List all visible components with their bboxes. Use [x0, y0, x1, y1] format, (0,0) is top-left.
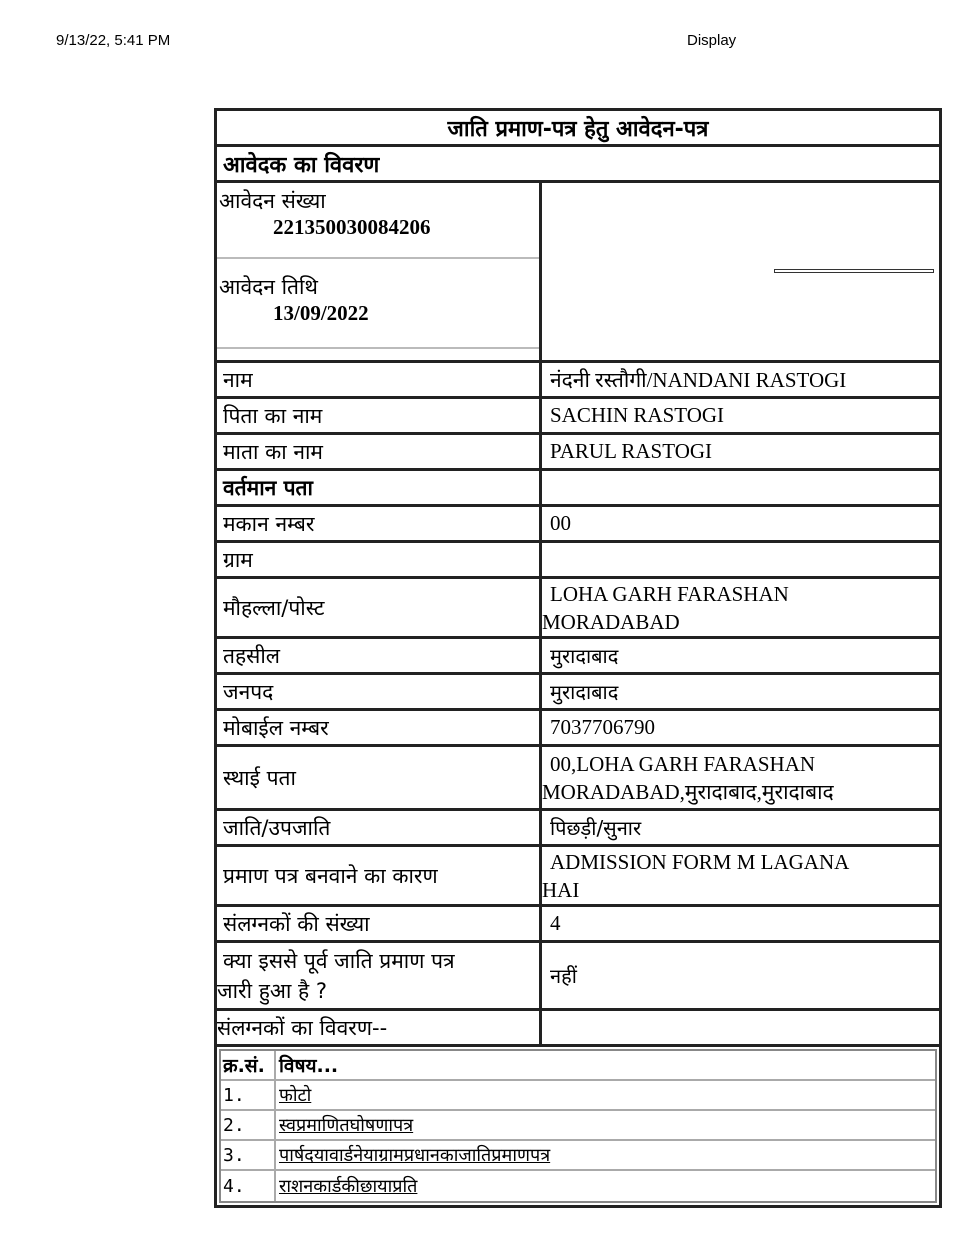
tehsil-label: तहसील: [217, 639, 542, 672]
caste-certificate-form: [214, 108, 942, 1208]
caste-label: जाति/उपजाति: [217, 811, 542, 844]
table-row: [221, 1141, 935, 1171]
attachment-serial: 4.: [221, 1171, 276, 1201]
row-locality: [217, 579, 939, 639]
attachment-link-photo[interactable]: फोटो: [279, 1085, 312, 1106]
meta-divider: [217, 257, 539, 259]
locality-value-line1: LOHA GARH FARASHAN: [550, 581, 789, 606]
attachment-details-value: [542, 1011, 939, 1044]
current-address-heading: वर्तमान पता: [217, 471, 542, 504]
locality-value: [542, 579, 939, 636]
attachment-count-label: संलग्नकों की संख्या: [217, 907, 542, 940]
previous-certificate-label-line2: जारी हुआ है ?: [217, 978, 327, 1003]
print-timestamp: 9/13/22, 5:41 PM: [56, 32, 171, 49]
row-attachment-details: [217, 1011, 939, 1047]
house-number-label: मकान नम्बर: [217, 507, 542, 540]
village-value: [542, 543, 939, 576]
reason-label: प्रमाण पत्र बनवाने का कारण: [217, 847, 542, 904]
col-subject-header: विषय...: [279, 1055, 339, 1077]
village-label: ग्राम: [217, 543, 542, 576]
father-name-label: पिता का नाम: [217, 399, 542, 432]
application-date-label: आवेदन तिथि: [219, 275, 318, 299]
attachments-table: [219, 1049, 937, 1203]
attachments-header: [221, 1051, 935, 1081]
row-village: [217, 543, 939, 579]
attachment-count-value: 4: [550, 911, 561, 935]
row-current-address: [217, 471, 939, 507]
attachment-serial: 2.: [221, 1111, 276, 1139]
district-value: मुरादाबाद: [550, 680, 619, 704]
table-row: [221, 1171, 935, 1201]
mother-name-value: PARUL RASTOGI: [550, 439, 713, 463]
row-name: [217, 363, 939, 399]
row-tehsil: [217, 639, 939, 675]
caste-value: पिछड़ी/सुनार: [550, 816, 642, 840]
district-label: जनपद: [217, 675, 542, 708]
current-address-empty: [542, 471, 939, 504]
application-number-block: [217, 187, 539, 240]
section-applicant-details: आवेदक का विवरण: [217, 147, 939, 183]
name-label: नाम: [217, 363, 542, 396]
attachment-serial: 1.: [221, 1081, 276, 1109]
col-serial-header: क्र.सं.: [221, 1051, 276, 1079]
table-row: [221, 1111, 935, 1141]
application-date-value: 13/09/2022: [273, 301, 369, 325]
reason-value-line1: ADMISSION FORM M LAGANA: [550, 849, 850, 874]
tehsil-value: मुरादाबाद: [550, 644, 619, 668]
photo-area: [542, 183, 939, 360]
attachment-link-self-declaration[interactable]: स्वप्रमाणितघोषणापत्र: [279, 1115, 414, 1136]
application-number-value: 221350030084206: [273, 215, 431, 239]
attachment-link-ration-card[interactable]: राशनकार्डकीछायाप्रति: [279, 1176, 418, 1197]
father-name-value: SACHIN RASTOGI: [550, 403, 725, 427]
locality-value-line2: MORADABAD: [542, 609, 680, 634]
row-father-name: [217, 399, 939, 435]
print-page-title: Display: [687, 32, 737, 49]
previous-certificate-label-line1: क्या इससे पूर्व जाति प्रमाण पत्र: [223, 948, 455, 973]
row-permanent-address: [217, 747, 939, 811]
permanent-address-label: स्थाई पता: [217, 747, 542, 808]
table-row: [221, 1081, 935, 1111]
previous-certificate-value: नहीं: [550, 964, 577, 988]
name-value: नंदनी रस्तौगी/NANDANI RASTOGI: [550, 367, 847, 392]
row-house-number: [217, 507, 939, 543]
reason-value: [542, 847, 939, 904]
permanent-address-line2: MORADABAD,मुरादाबाद,मुरादाबाद: [542, 779, 834, 804]
mobile-label: मोबाईल नम्बर: [217, 711, 542, 744]
meta-divider-bottom: [217, 347, 539, 349]
mother-name-label: माता का नाम: [217, 435, 542, 468]
application-meta-left: [217, 183, 542, 360]
attachment-serial: 3.: [221, 1141, 276, 1169]
application-date-block: [217, 273, 539, 326]
row-district: [217, 675, 939, 711]
application-meta: [217, 183, 939, 363]
row-mother-name: [217, 435, 939, 471]
locality-label: मौहल्ला/पोस्ट: [217, 579, 542, 636]
previous-certificate-label: [217, 943, 542, 1008]
reason-value-line2: HAI: [542, 877, 580, 902]
attachment-link-councillor-certificate[interactable]: पार्षदयावार्डनेयाग्रामप्रधानकाजातिप्रमाणपत्र: [279, 1145, 551, 1166]
permanent-address-line1: 00,LOHA GARH FARASHAN: [550, 751, 816, 776]
application-number-label: आवेदन संख्या: [219, 189, 326, 213]
row-reason: [217, 847, 939, 907]
row-caste: [217, 811, 939, 847]
row-mobile: [217, 711, 939, 747]
form-title: जाति प्रमाण-पत्र हेतु आवेदन-पत्र: [217, 111, 939, 147]
attachment-details-label: संलग्नकों का विवरण--: [217, 1011, 542, 1044]
house-number-value: 00: [550, 511, 571, 535]
row-attachment-count: [217, 907, 939, 943]
permanent-address-value: [542, 747, 939, 808]
signature-line: [774, 269, 934, 273]
mobile-value: 7037706790: [550, 715, 655, 739]
row-previous-certificate: [217, 943, 939, 1011]
